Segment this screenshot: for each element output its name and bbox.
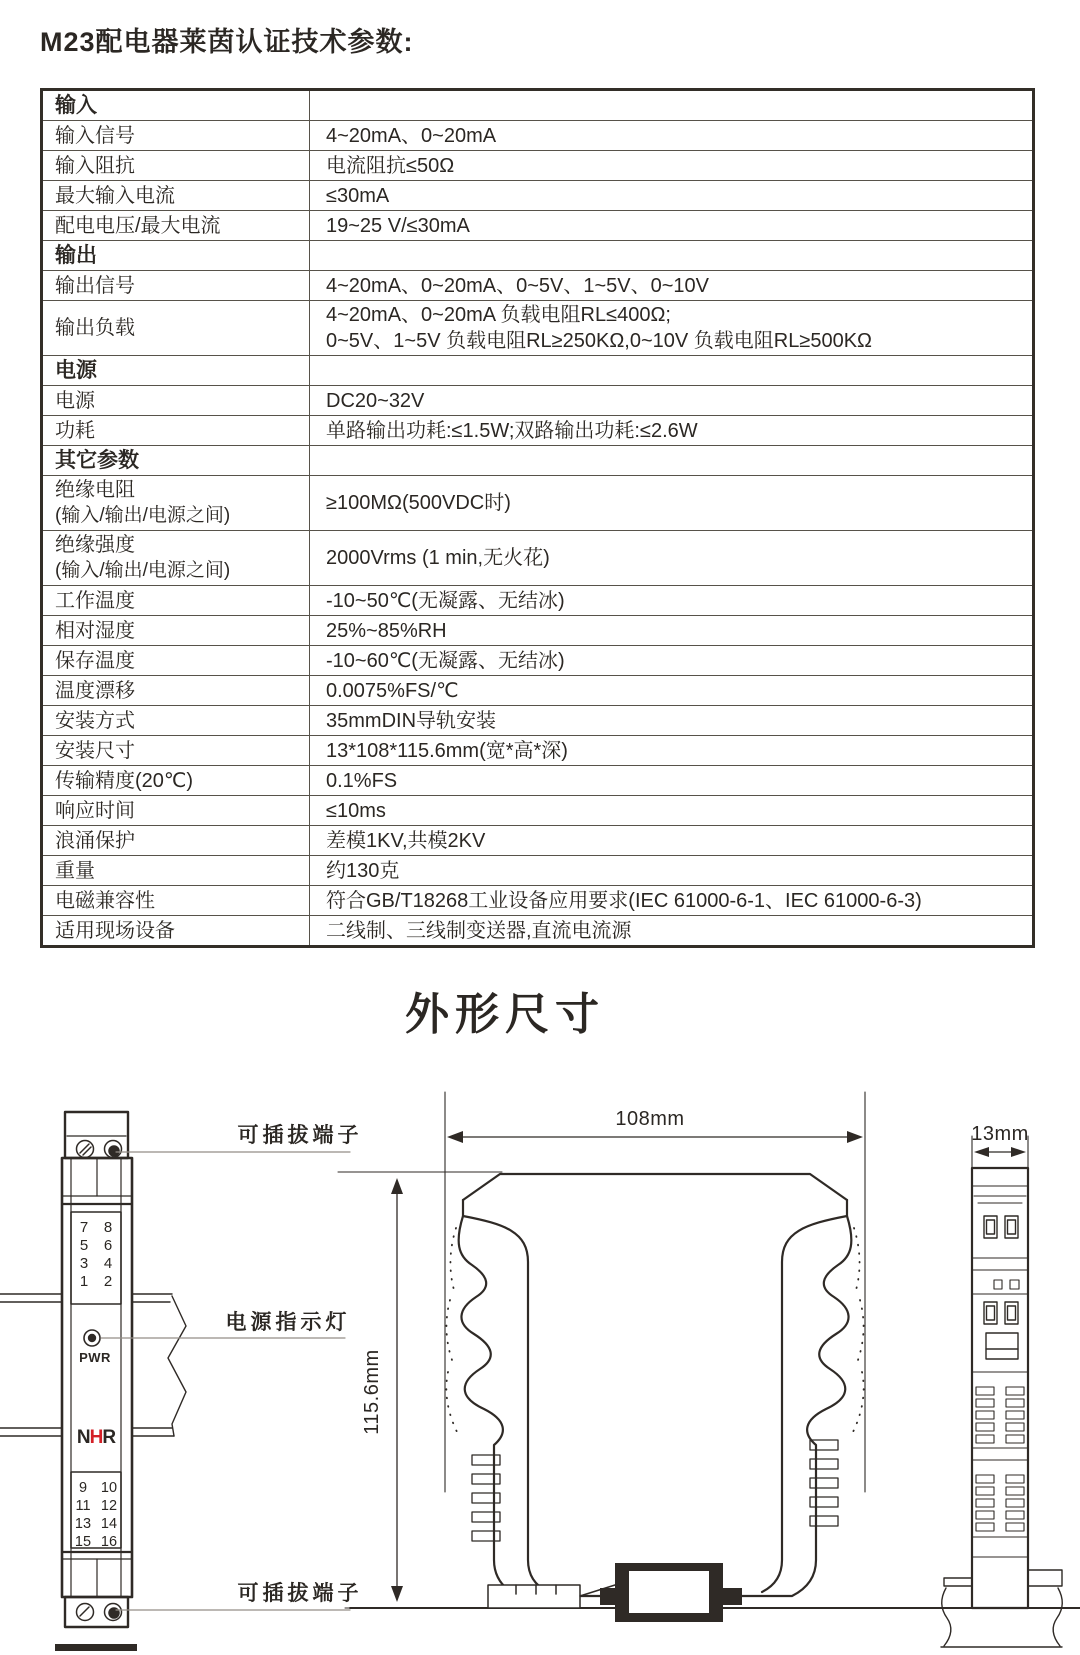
spec-label-cell: 绝缘电阻 (输入/输出/电源之间) bbox=[42, 476, 310, 531]
terminal-number: 12 bbox=[100, 1498, 118, 1514]
spec-label-cell: 适用现场设备 bbox=[42, 916, 310, 947]
vent-slat bbox=[1006, 1475, 1024, 1483]
vent-slat bbox=[976, 1399, 994, 1407]
vent-slat bbox=[976, 1523, 994, 1531]
spec-label-cell: 输出 bbox=[42, 241, 310, 271]
table-row bbox=[42, 766, 1034, 796]
table-row bbox=[42, 151, 1034, 181]
screw-icon bbox=[77, 1604, 122, 1621]
terminal-number: 6 bbox=[103, 1237, 113, 1254]
spec-value-cell: 4~20mA、0~20mA bbox=[310, 121, 1034, 151]
spec-label-cell: 输入 bbox=[42, 90, 310, 121]
dimension-width bbox=[447, 1108, 863, 1143]
vent-slat bbox=[976, 1435, 994, 1443]
front-view bbox=[0, 1112, 363, 1651]
table-row bbox=[42, 586, 1034, 616]
vent-slat bbox=[810, 1478, 838, 1488]
table-row bbox=[42, 646, 1034, 676]
section-header-row bbox=[42, 446, 1034, 476]
vent-slat bbox=[1006, 1399, 1024, 1407]
terminal-number: 9 bbox=[78, 1480, 88, 1496]
section-header-row bbox=[42, 241, 1034, 271]
spec-value-cell bbox=[310, 356, 1034, 386]
table-row bbox=[42, 531, 1034, 586]
vent-slat bbox=[976, 1499, 994, 1507]
vent-slat bbox=[1006, 1487, 1024, 1495]
terminal-numbers-top bbox=[80, 1219, 112, 1290]
terminal-number: 11 bbox=[75, 1498, 91, 1514]
table-row bbox=[42, 211, 1034, 241]
spec-label-cell: 温度漂移 bbox=[42, 676, 310, 706]
spec-value-cell: 差模1KV,共模2KV bbox=[310, 826, 1034, 856]
dimension-height-label: 115.6mm bbox=[361, 1349, 383, 1435]
spec-label-cell: 电源 bbox=[42, 386, 310, 416]
vent-slat bbox=[1006, 1523, 1024, 1531]
terminal-numbers-bottom bbox=[75, 1480, 117, 1550]
table-row bbox=[42, 121, 1034, 151]
table-row bbox=[42, 416, 1034, 446]
table-row bbox=[42, 476, 1034, 531]
terminal-number: 13 bbox=[74, 1516, 92, 1532]
spec-label-cell: 功耗 bbox=[42, 416, 310, 446]
terminal-number: 1 bbox=[79, 1273, 89, 1290]
label-power-indicator: 电源指示灯 bbox=[225, 1311, 351, 1334]
spec-value-cell: 约130克 bbox=[310, 856, 1034, 886]
spec-label-cell: 绝缘强度 (输入/输出/电源之间) bbox=[42, 531, 310, 586]
terminal-number: 14 bbox=[100, 1516, 118, 1532]
spec-value-cell bbox=[310, 241, 1034, 271]
vent-slat bbox=[976, 1511, 994, 1519]
spec-label-cell: 安装方式 bbox=[42, 706, 310, 736]
spec-value-cell: 25%~85%RH bbox=[310, 616, 1034, 646]
vent-slat bbox=[1006, 1411, 1024, 1419]
table-row bbox=[42, 386, 1034, 416]
rail-clip bbox=[600, 1563, 742, 1622]
outline-drawing bbox=[0, 1040, 1080, 1655]
brand-logo: NHR bbox=[76, 1427, 116, 1448]
table-row bbox=[42, 181, 1034, 211]
spec-label-cell: 重量 bbox=[42, 856, 310, 886]
label-pluggable-terminal-top: 可插拔端子 bbox=[237, 1124, 363, 1147]
spec-value-cell: ≥100MΩ(500VDC时) bbox=[310, 476, 1034, 531]
pwr-label: PWR bbox=[79, 1350, 111, 1365]
spec-label-cell: 安装尺寸 bbox=[42, 736, 310, 766]
vent-slat bbox=[472, 1512, 500, 1522]
terminal-number: 5 bbox=[79, 1237, 89, 1254]
spec-label-cell: 配电电压/最大电流 bbox=[42, 211, 310, 241]
terminal-number: 10 bbox=[100, 1480, 118, 1496]
spec-label-cell: 电磁兼容性 bbox=[42, 886, 310, 916]
vent-slat bbox=[976, 1487, 994, 1495]
vent-slat bbox=[1006, 1499, 1024, 1507]
spec-label-cell: 输出负载 bbox=[42, 301, 310, 356]
terminal-number: 16 bbox=[100, 1534, 118, 1550]
spec-value-cell: -10~50℃(无凝露、无结冰) bbox=[310, 586, 1034, 616]
vent-slat bbox=[1006, 1387, 1024, 1395]
spec-value-cell: 19~25 V/≤30mA bbox=[310, 211, 1034, 241]
terminal-number: 15 bbox=[74, 1534, 92, 1550]
spec-label-cell: 最大输入电流 bbox=[42, 181, 310, 211]
terminal-number: 2 bbox=[103, 1273, 113, 1290]
spec-value-cell: 符合GB/T18268工业设备应用要求(IEC 61000-6-1、IEC 61000-6-3) bbox=[310, 886, 1034, 916]
page-title: M23配电器莱茵认证技术参数: bbox=[40, 27, 414, 57]
spec-value-cell: 二线制、三线制变送器,直流电流源 bbox=[310, 916, 1034, 947]
vent-slat bbox=[472, 1474, 500, 1484]
spec-label-cell: 传输精度(20℃) bbox=[42, 766, 310, 796]
vent-slat bbox=[976, 1423, 994, 1431]
vent-slat bbox=[472, 1493, 500, 1503]
spec-value-cell: ≤10ms bbox=[310, 796, 1034, 826]
vent-slat bbox=[976, 1411, 994, 1419]
table-row bbox=[42, 616, 1034, 646]
terminal-number: 7 bbox=[79, 1219, 89, 1236]
table-row bbox=[42, 301, 1034, 356]
table-row bbox=[42, 916, 1034, 947]
vent-slat bbox=[1006, 1511, 1024, 1519]
top-view bbox=[941, 1123, 1062, 1647]
table-row bbox=[42, 856, 1034, 886]
vent-slat bbox=[472, 1531, 500, 1541]
vent-slat bbox=[1006, 1435, 1024, 1443]
spec-value-cell: -10~60℃(无凝露、无结冰) bbox=[310, 646, 1034, 676]
spec-value-cell: 4~20mA、0~20mA 负载电阻RL≤400Ω; 0~5V、1~5V 负载电阻RL≥250KΩ,0~10V 负载电阻RL≥500KΩ bbox=[310, 301, 1034, 356]
table-row bbox=[42, 796, 1034, 826]
terminal-number: 3 bbox=[79, 1255, 89, 1272]
spec-label-cell: 相对湿度 bbox=[42, 616, 310, 646]
spec-label-cell: 工作温度 bbox=[42, 586, 310, 616]
dimension-depth-label: 13mm bbox=[971, 1123, 1029, 1145]
spec-value-cell: ≤30mA bbox=[310, 181, 1034, 211]
spec-label-cell: 保存温度 bbox=[42, 646, 310, 676]
dimension-height bbox=[361, 1178, 403, 1602]
section-header-row bbox=[42, 356, 1034, 386]
vent-slat bbox=[810, 1440, 838, 1450]
vent-slat bbox=[810, 1516, 838, 1526]
side-view bbox=[338, 1092, 1080, 1622]
vent-slat bbox=[810, 1497, 838, 1507]
spec-value-cell: DC20~32V bbox=[310, 386, 1034, 416]
spec-value-cell: 35mmDIN导轨安装 bbox=[310, 706, 1034, 736]
table-row bbox=[42, 271, 1034, 301]
spec-label-cell: 其它参数 bbox=[42, 446, 310, 476]
table-row bbox=[42, 736, 1034, 766]
table-row bbox=[42, 886, 1034, 916]
terminal-number: 8 bbox=[103, 1219, 113, 1236]
spec-value-cell bbox=[310, 90, 1034, 121]
spec-label-cell: 响应时间 bbox=[42, 796, 310, 826]
vent-slat bbox=[1006, 1423, 1024, 1431]
table-row bbox=[42, 826, 1034, 856]
section-header-row bbox=[42, 90, 1034, 121]
table-row bbox=[42, 706, 1034, 736]
vent-slat bbox=[810, 1459, 838, 1469]
spec-value-cell: 电流阻抗≤50Ω bbox=[310, 151, 1034, 181]
dimension-depth bbox=[971, 1123, 1029, 1168]
din-rail bbox=[0, 1294, 186, 1436]
outline-section-title: 外形尺寸 bbox=[405, 990, 605, 1039]
table-row bbox=[42, 676, 1034, 706]
spec-label-cell: 输入阻抗 bbox=[42, 151, 310, 181]
vent-slat bbox=[976, 1387, 994, 1395]
terminal-number: 4 bbox=[103, 1255, 113, 1272]
spec-value-cell: 0.1%FS bbox=[310, 766, 1034, 796]
spec-label-cell: 浪涌保护 bbox=[42, 826, 310, 856]
spec-label-cell: 输入信号 bbox=[42, 121, 310, 151]
spec-label-cell: 输出信号 bbox=[42, 271, 310, 301]
spec-table bbox=[40, 88, 1035, 948]
spec-label-cell: 电源 bbox=[42, 356, 310, 386]
label-pluggable-terminal-bottom: 可插拔端子 bbox=[237, 1582, 363, 1605]
spec-value-cell: 2000Vrms (1 min,无火花) bbox=[310, 531, 1034, 586]
dimension-width-label: 108mm bbox=[615, 1108, 685, 1130]
spec-value-cell: 4~20mA、0~20mA、0~5V、1~5V、0~10V bbox=[310, 271, 1034, 301]
screw-icon bbox=[77, 1141, 122, 1158]
spec-value-cell bbox=[310, 446, 1034, 476]
vent-slat bbox=[976, 1475, 994, 1483]
spec-value-cell: 0.0075%FS/℃ bbox=[310, 676, 1034, 706]
vent-slat bbox=[472, 1455, 500, 1465]
spec-value-cell: 单路输出功耗:≤1.5W;双路输出功耗:≤2.6W bbox=[310, 416, 1034, 446]
pwr-led-icon bbox=[84, 1330, 100, 1346]
spec-value-cell: 13*108*115.6mm(宽*高*深) bbox=[310, 736, 1034, 766]
